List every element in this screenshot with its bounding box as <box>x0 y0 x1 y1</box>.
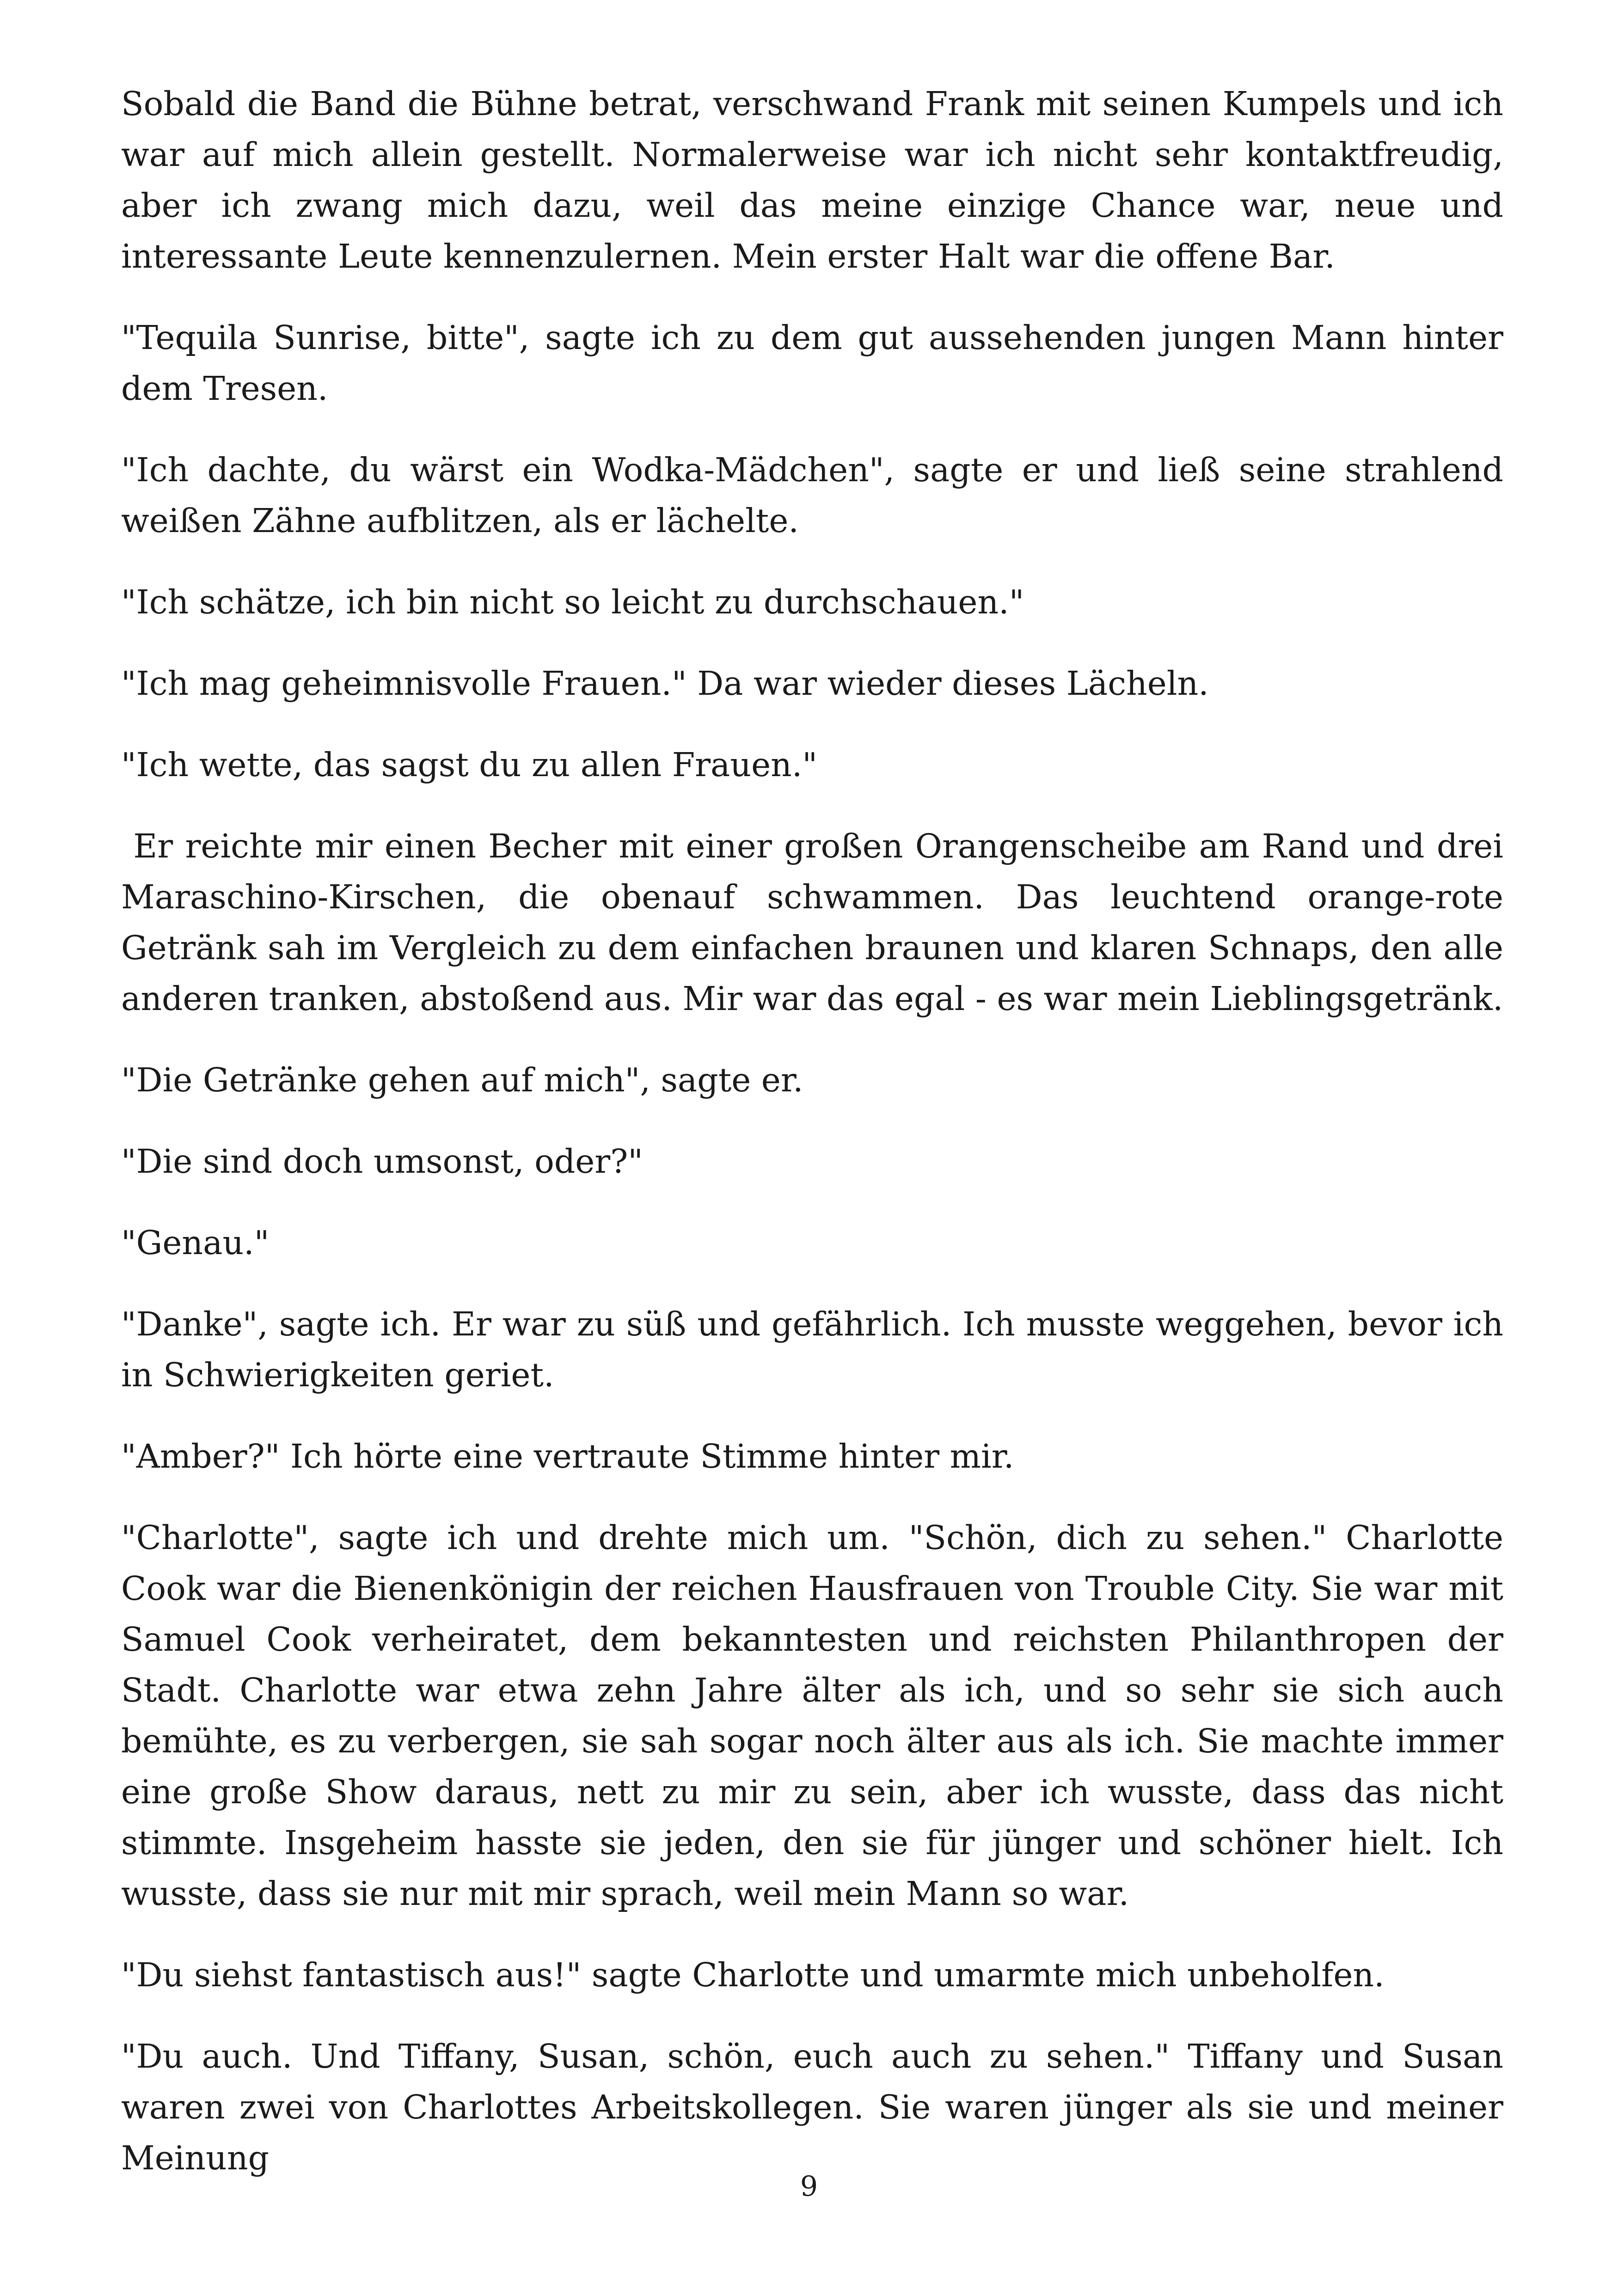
paragraph: "Du auch. Und Tiffany, Susan, schön, euch auch zu sehen." Tiffany und Susan waren zwei von Charlottes Arbeitskollegen. Sie waren jünger als sie und meiner Meinung <box>121 2037 1503 2177</box>
paragraph: Er reichte mir einen Becher mit einer großen Orangenscheibe am Rand und drei Maraschino-Kirschen, die obenauf schwammen. Das leuchtend orange-rote Getränk sah im Vergleich zu dem einfachen braunen und klaren Schnaps, den alle anderen tranken, abstoßend aus. Mir war das egal - es war mein Lieblingsgetränk. <box>121 827 1514 1018</box>
paragraph: "Ich schätze, ich bin nicht so leicht zu durchschauen." <box>121 583 1024 621</box>
paragraph: "Ich mag geheimnisvolle Frauen." Da war wieder dieses Lächeln. <box>121 664 1209 703</box>
paragraph: "Charlotte", sagte ich und drehte mich um. "Schön, dich zu sehen." Charlotte Cook war die Bienenkönigin der reichen Hausfrauen von Trouble City. Sie war mit Samuel Cook verheiratet, dem bekanntesten und reichsten Philanthropen der Stadt. Charlotte war etwa zehn Jahre älter als ich, und so sehr sie sich auch bemühte, es zu verbergen, sie sah sogar noch älter aus als ich. Sie machte immer eine große Show daraus, nett zu mir zu sein, aber ich wusste, dass das nicht stimmte. Insgeheim hasste sie jeden, den sie für jünger und schöner hielt. Ich wusste, dass sie nur mit mir sprach, weil mein Mann so war. <box>121 1518 1503 1913</box>
body-text <box>121 79 1514 2214</box>
paragraph: "Tequila Sunrise, bitte", sagte ich zu dem gut aussehenden jungen Mann hinter dem Tresen. <box>121 318 1503 408</box>
paragraph: "Ich wette, das sagst du zu allen Frauen." <box>121 746 818 784</box>
paragraph: "Ich dachte, du wärst ein Wodka-Mädchen", sagte er und ließ seine strahlend weißen Zähne aufblitzen, als er lächelte. <box>121 451 1503 540</box>
paragraph: "Genau." <box>121 1224 270 1262</box>
paragraph: "Amber?" Ich hörte eine vertraute Stimme hinter mir. <box>121 1437 1014 1476</box>
paragraph: "Danke", sagte ich. Er war zu süß und gefährlich. Ich musste weggehen, bevor ich in Schwierigkeiten geriet. <box>121 1305 1503 1394</box>
page-number: 9 <box>800 2170 818 2203</box>
paragraph: Sobald die Band die Bühne betrat, verschwand Frank mit seinen Kumpels und ich war auf mich allein gestellt. Normalerweise war ich nicht sehr kontaktfreudig, aber ich zwang mich dazu, weil das meine einzige Chance war, neue und interessante Leute kennenzulernen. Mein erster Halt war die offene Bar. <box>121 85 1503 276</box>
paragraph: "Du siehst fantastisch aus!" sagte Charlotte und umarmte mich unbeholfen. <box>121 1956 1385 1994</box>
paragraph: "Die Getränke gehen auf mich", sagte er. <box>121 1061 803 1099</box>
paragraph: "Die sind doch umsonst, oder?" <box>121 1142 643 1181</box>
